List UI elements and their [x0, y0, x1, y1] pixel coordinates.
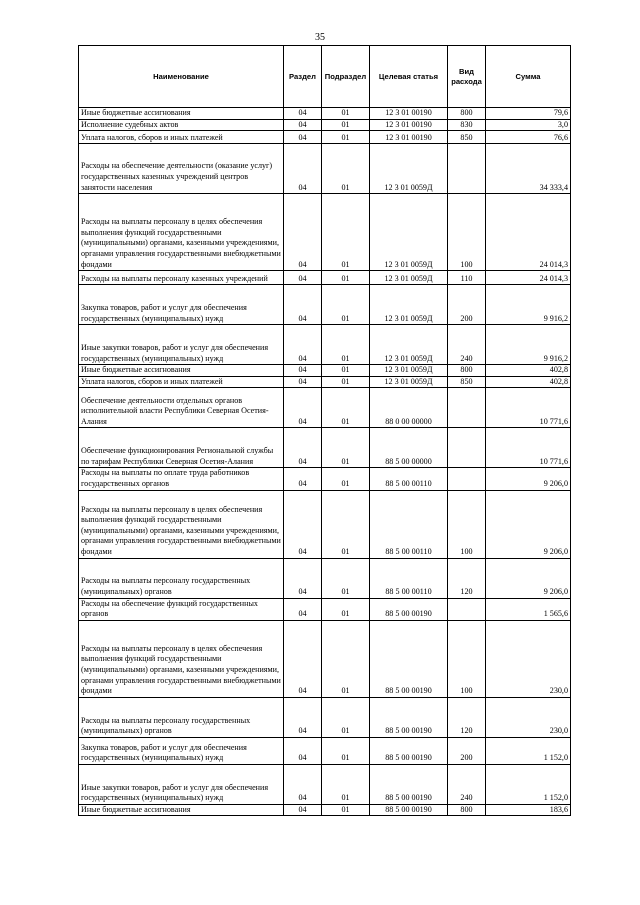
budget-table — [78, 45, 571, 816]
cell-subsection: 01 — [322, 194, 370, 271]
cell-subsection: 01 — [322, 131, 370, 144]
cell-sum: 402,8 — [486, 376, 571, 388]
cell-sum: 10 771,6 — [486, 388, 571, 428]
cell-sum: 24 014,3 — [486, 271, 571, 285]
cell-subsection: 01 — [322, 737, 370, 764]
cell-target: 88 5 00 00190 — [370, 697, 448, 737]
table-row — [79, 490, 571, 558]
cell-kind — [448, 428, 486, 468]
cell-section: 04 — [284, 697, 322, 737]
table-row — [79, 119, 571, 131]
cell-subsection: 01 — [322, 376, 370, 388]
cell-kind — [448, 598, 486, 620]
table-row — [79, 144, 571, 194]
cell-section: 04 — [284, 620, 322, 697]
cell-kind: 120 — [448, 697, 486, 737]
cell-target: 88 0 00 00000 — [370, 388, 448, 428]
cell-target: 12 3 01 0059Д — [370, 376, 448, 388]
cell-kind: 200 — [448, 285, 486, 325]
cell-sum: 3,0 — [486, 119, 571, 131]
cell-sum: 9 206,0 — [486, 468, 571, 490]
cell-subsection: 01 — [322, 804, 370, 816]
cell-section: 04 — [284, 764, 322, 804]
cell-sum: 9 916,2 — [486, 285, 571, 325]
cell-section: 04 — [284, 365, 322, 377]
table-row — [79, 598, 571, 620]
cell-section: 04 — [284, 737, 322, 764]
page-number: 35 — [315, 32, 325, 43]
cell-name: Закупка товаров, работ и услуг для обеспечения государственных (муниципальных) нужд — [79, 737, 284, 764]
table-row — [79, 804, 571, 816]
cell-name: Уплата налогов, сборов и иных платежей — [79, 376, 284, 388]
cell-kind: 800 — [448, 108, 486, 120]
cell-section: 04 — [284, 428, 322, 468]
cell-kind: 100 — [448, 194, 486, 271]
header-name: Наименование — [79, 46, 284, 108]
cell-sum: 24 014,3 — [486, 194, 571, 271]
cell-name: Расходы на выплаты персоналу в целях обеспечения выполнения функций государственными (муниципальными) органами, казенными учреждениями, органами управления государственными внебюджетными фондами — [79, 490, 284, 558]
cell-target: 88 5 00 00000 — [370, 428, 448, 468]
table-row — [79, 737, 571, 764]
cell-subsection: 01 — [322, 388, 370, 428]
cell-target: 12 3 01 0059Д — [370, 285, 448, 325]
header-subsection: Подраздел — [322, 46, 370, 108]
cell-subsection: 01 — [322, 365, 370, 377]
cell-sum: 1 565,6 — [486, 598, 571, 620]
cell-sum: 1 152,0 — [486, 764, 571, 804]
cell-section: 04 — [284, 131, 322, 144]
cell-subsection: 01 — [322, 108, 370, 120]
cell-target: 88 5 00 00110 — [370, 558, 448, 598]
cell-name: Расходы на выплаты персоналу казенных учреждений — [79, 271, 284, 285]
cell-section: 04 — [284, 468, 322, 490]
cell-name: Расходы на обеспечение функций государственных органов — [79, 598, 284, 620]
cell-section: 04 — [284, 119, 322, 131]
table-row — [79, 388, 571, 428]
cell-kind: 850 — [448, 376, 486, 388]
table-row — [79, 620, 571, 697]
header-target: Целевая статья — [370, 46, 448, 108]
cell-section: 04 — [284, 388, 322, 428]
cell-kind: 100 — [448, 490, 486, 558]
cell-section: 04 — [284, 804, 322, 816]
cell-target: 88 5 00 00190 — [370, 764, 448, 804]
cell-target: 88 5 00 00110 — [370, 490, 448, 558]
cell-section: 04 — [284, 598, 322, 620]
table-row — [79, 697, 571, 737]
cell-subsection: 01 — [322, 119, 370, 131]
cell-target: 12 3 01 00190 — [370, 119, 448, 131]
cell-target: 12 3 01 0059Д — [370, 365, 448, 377]
table-row — [79, 108, 571, 120]
cell-section: 04 — [284, 271, 322, 285]
cell-subsection: 01 — [322, 428, 370, 468]
cell-kind: 850 — [448, 131, 486, 144]
cell-kind: 800 — [448, 365, 486, 377]
cell-kind — [448, 144, 486, 194]
cell-section: 04 — [284, 558, 322, 598]
cell-name: Расходы на выплаты персоналу в целях обеспечения выполнения функций государственными (муниципальными) органами, казенными учреждениями, органами управления государственными внебюджетными фондами — [79, 194, 284, 271]
cell-subsection: 01 — [322, 144, 370, 194]
cell-sum: 9 206,0 — [486, 490, 571, 558]
cell-target: 88 5 00 00190 — [370, 737, 448, 764]
table-row — [79, 764, 571, 804]
cell-kind: 240 — [448, 325, 486, 365]
cell-section: 04 — [284, 144, 322, 194]
cell-subsection: 01 — [322, 271, 370, 285]
cell-kind: 110 — [448, 271, 486, 285]
table-row — [79, 271, 571, 285]
cell-name: Уплата налогов, сборов и иных платежей — [79, 131, 284, 144]
table-row — [79, 558, 571, 598]
cell-sum: 76,6 — [486, 131, 571, 144]
cell-subsection: 01 — [322, 598, 370, 620]
table-row — [79, 468, 571, 490]
cell-target: 12 3 01 0059Д — [370, 194, 448, 271]
table-row — [79, 376, 571, 388]
cell-name: Иные бюджетные ассигнования — [79, 365, 284, 377]
cell-target: 12 3 01 0059Д — [370, 144, 448, 194]
cell-sum: 10 771,6 — [486, 428, 571, 468]
cell-section: 04 — [284, 325, 322, 365]
cell-section: 04 — [284, 108, 322, 120]
cell-sum: 402,8 — [486, 365, 571, 377]
cell-kind: 100 — [448, 620, 486, 697]
cell-sum: 9 916,2 — [486, 325, 571, 365]
cell-kind: 800 — [448, 804, 486, 816]
cell-target: 88 5 00 00190 — [370, 598, 448, 620]
cell-sum: 183,6 — [486, 804, 571, 816]
cell-name: Расходы на выплаты персоналу в целях обеспечения выполнения функций государственными (муниципальными) органами, казенными учреждениями, органами управления государственными внебюджетными фондами — [79, 620, 284, 697]
cell-sum: 1 152,0 — [486, 737, 571, 764]
cell-sum: 9 206,0 — [486, 558, 571, 598]
cell-name: Иные бюджетные ассигнования — [79, 108, 284, 120]
cell-subsection: 01 — [322, 697, 370, 737]
table-row — [79, 365, 571, 377]
cell-sum: 79,6 — [486, 108, 571, 120]
table-row — [79, 428, 571, 468]
cell-name: Расходы на выплаты персоналу государственных (муниципальных) органов — [79, 558, 284, 598]
cell-name: Иные закупки товаров, работ и услуг для обеспечения государственных (муниципальных) нужд — [79, 325, 284, 365]
cell-section: 04 — [284, 376, 322, 388]
table-row — [79, 194, 571, 271]
header-section: Раздел — [284, 46, 322, 108]
header-kind: Вид расхода — [448, 46, 486, 108]
cell-kind: 830 — [448, 119, 486, 131]
cell-kind — [448, 468, 486, 490]
cell-name: Расходы на выплаты по оплате труда работников государственных органов — [79, 468, 284, 490]
cell-target: 12 3 01 00190 — [370, 108, 448, 120]
cell-target: 88 5 00 00190 — [370, 620, 448, 697]
cell-subsection: 01 — [322, 468, 370, 490]
cell-subsection: 01 — [322, 620, 370, 697]
cell-subsection: 01 — [322, 285, 370, 325]
cell-name: Закупка товаров, работ и услуг для обеспечения государственных (муниципальных) нужд — [79, 285, 284, 325]
cell-kind: 120 — [448, 558, 486, 598]
table-row — [79, 285, 571, 325]
cell-name: Иные бюджетные ассигнования — [79, 804, 284, 816]
cell-sum: 230,0 — [486, 697, 571, 737]
cell-name: Расходы на выплаты персоналу государственных (муниципальных) органов — [79, 697, 284, 737]
cell-subsection: 01 — [322, 325, 370, 365]
table-header-row — [79, 46, 571, 108]
cell-target: 12 3 01 0059Д — [370, 271, 448, 285]
cell-section: 04 — [284, 490, 322, 558]
table-row — [79, 131, 571, 144]
cell-target: 12 3 01 0059Д — [370, 325, 448, 365]
cell-subsection: 01 — [322, 764, 370, 804]
cell-name: Иные закупки товаров, работ и услуг для обеспечения государственных (муниципальных) нужд — [79, 764, 284, 804]
cell-kind: 240 — [448, 764, 486, 804]
table-row — [79, 325, 571, 365]
cell-kind: 200 — [448, 737, 486, 764]
cell-section: 04 — [284, 285, 322, 325]
header-sum: Сумма — [486, 46, 571, 108]
cell-subsection: 01 — [322, 558, 370, 598]
cell-sum: 230,0 — [486, 620, 571, 697]
cell-name: Обеспечение деятельности отдельных органов исполнительной власти Республики Северная Осетия-Алания — [79, 388, 284, 428]
cell-kind — [448, 388, 486, 428]
cell-target: 88 5 00 00110 — [370, 468, 448, 490]
cell-sum: 34 333,4 — [486, 144, 571, 194]
cell-section: 04 — [284, 194, 322, 271]
cell-target: 88 5 00 00190 — [370, 804, 448, 816]
cell-name: Исполнение судебных актов — [79, 119, 284, 131]
cell-target: 12 3 01 00190 — [370, 131, 448, 144]
cell-name: Расходы на обеспечение деятельности (оказание услуг) государственных казенных учреждений центров занятости населения — [79, 144, 284, 194]
cell-subsection: 01 — [322, 490, 370, 558]
cell-name: Обеспечение функционирования Региональной службы по тарифам Республики Северная Осетия-Алания — [79, 428, 284, 468]
